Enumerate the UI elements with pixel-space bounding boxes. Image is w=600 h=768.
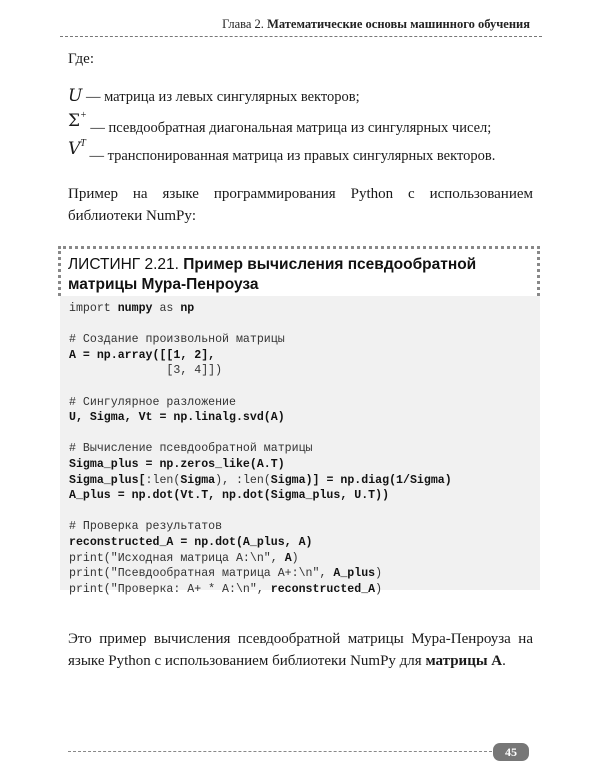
code-token: A	[284, 551, 292, 565]
header-divider	[60, 36, 542, 37]
outro-text: Это пример вычисления псевдообратной матрицы Мура-Пенроуза на языке Python с использованием библиотеки NumPy для	[68, 631, 533, 669]
code-token: reconstructed_A	[270, 582, 376, 596]
code-token: )	[375, 582, 383, 596]
code-token: )	[291, 551, 299, 565]
code-line	[69, 566, 452, 582]
code-token: print("Исходная матрица A:\n",	[69, 551, 285, 565]
symbol-v: V	[68, 139, 81, 159]
outro-bold-text: матрицы A	[425, 653, 503, 669]
symbol-u: U	[68, 86, 83, 106]
page-number-badge: 45	[493, 743, 529, 761]
code-token: Sigma	[180, 473, 216, 487]
code-token: A = np.array([[1, 2],	[69, 348, 216, 362]
listing-label: ЛИСТИНГ 2.21.	[68, 256, 184, 273]
code-line	[69, 395, 452, 411]
code-line	[69, 551, 452, 567]
outro-end: .	[502, 653, 506, 669]
code-token: # Вычисление псевдообратной матрицы	[69, 442, 313, 456]
outro-paragraph	[68, 628, 533, 672]
code-line	[69, 317, 452, 333]
code-token: Sigma	[270, 473, 306, 487]
code-token: U, Sigma, Vt = np.linalg.svd(A)	[69, 411, 285, 425]
code-token: A_plus = np.dot(Vt.T, np.dot(Sigma_plus, U.T))	[69, 489, 390, 503]
code-line	[69, 426, 452, 442]
code-line	[69, 457, 452, 473]
definition-text: — псевдообратная диагональная матрица из сингулярных чисел;	[90, 120, 492, 136]
definition-text: — транспонированная матрица из правых сингулярных векторов.	[89, 148, 496, 164]
code-token: print("Проверка: A+ * A:\n",	[69, 582, 271, 596]
code-line	[69, 519, 452, 535]
code-token: Sigma_plus[	[69, 473, 146, 487]
footer-divider	[68, 751, 492, 752]
code-token: # Проверка результатов	[69, 520, 223, 534]
intro-paragraph: Пример на языке программирования Python с использованием библиотеки NumPy:	[68, 186, 533, 224]
listing-title: Пример вычисления псевдообратной матрицы Мура-Пенроуза	[68, 256, 477, 293]
code-token: # Создание произвольной матрицы	[69, 333, 285, 347]
code-token: )] = np.diag(1/Sigma)	[305, 473, 452, 487]
running-header	[222, 17, 530, 32]
chapter-title: Математические основы машинного обучения	[267, 17, 530, 31]
code-token: as	[152, 302, 181, 315]
code-line	[69, 410, 452, 426]
code-line	[69, 535, 452, 551]
code-line	[69, 441, 452, 457]
code-token: ), :len(	[215, 473, 271, 487]
code-line	[69, 488, 452, 504]
definition-u	[68, 86, 360, 106]
definition-sigma-plus	[68, 110, 492, 136]
code-line	[69, 582, 452, 598]
definition-text: — матрица из левых сингулярных векторов;	[85, 89, 360, 105]
chapter-prefix: Глава 2.	[222, 17, 268, 31]
code-token: [3, 4]])	[69, 364, 223, 378]
superscript-plus: +	[80, 110, 87, 122]
code-token: numpy	[117, 302, 153, 315]
listing-heading	[68, 255, 533, 295]
code-token: reconstructed_A = np.dot(A_plus, A)	[69, 535, 313, 549]
code-line	[69, 301, 452, 317]
definition-v-transpose	[68, 138, 496, 164]
code-token: :len(	[145, 473, 181, 487]
code-token: )	[375, 567, 383, 581]
symbol-sigma: Σ	[68, 111, 81, 131]
code-line	[69, 504, 452, 520]
code-line	[69, 363, 452, 379]
superscript-t: T	[80, 138, 86, 150]
code-token: print("Псевдообратная матрица A+:\n",	[69, 567, 334, 581]
code-line	[69, 348, 452, 364]
code-line	[69, 332, 452, 348]
code-token: import	[69, 302, 118, 315]
code-line	[69, 473, 452, 489]
code-token: np	[180, 302, 195, 315]
code-token: Sigma_plus = np.zeros_like(A.T)	[69, 457, 285, 471]
code-token: A_plus	[333, 567, 376, 581]
code-block	[69, 301, 452, 597]
where-label: Где:	[68, 51, 95, 67]
code-line	[69, 379, 452, 395]
code-token: # Сингулярное разложение	[69, 395, 236, 409]
